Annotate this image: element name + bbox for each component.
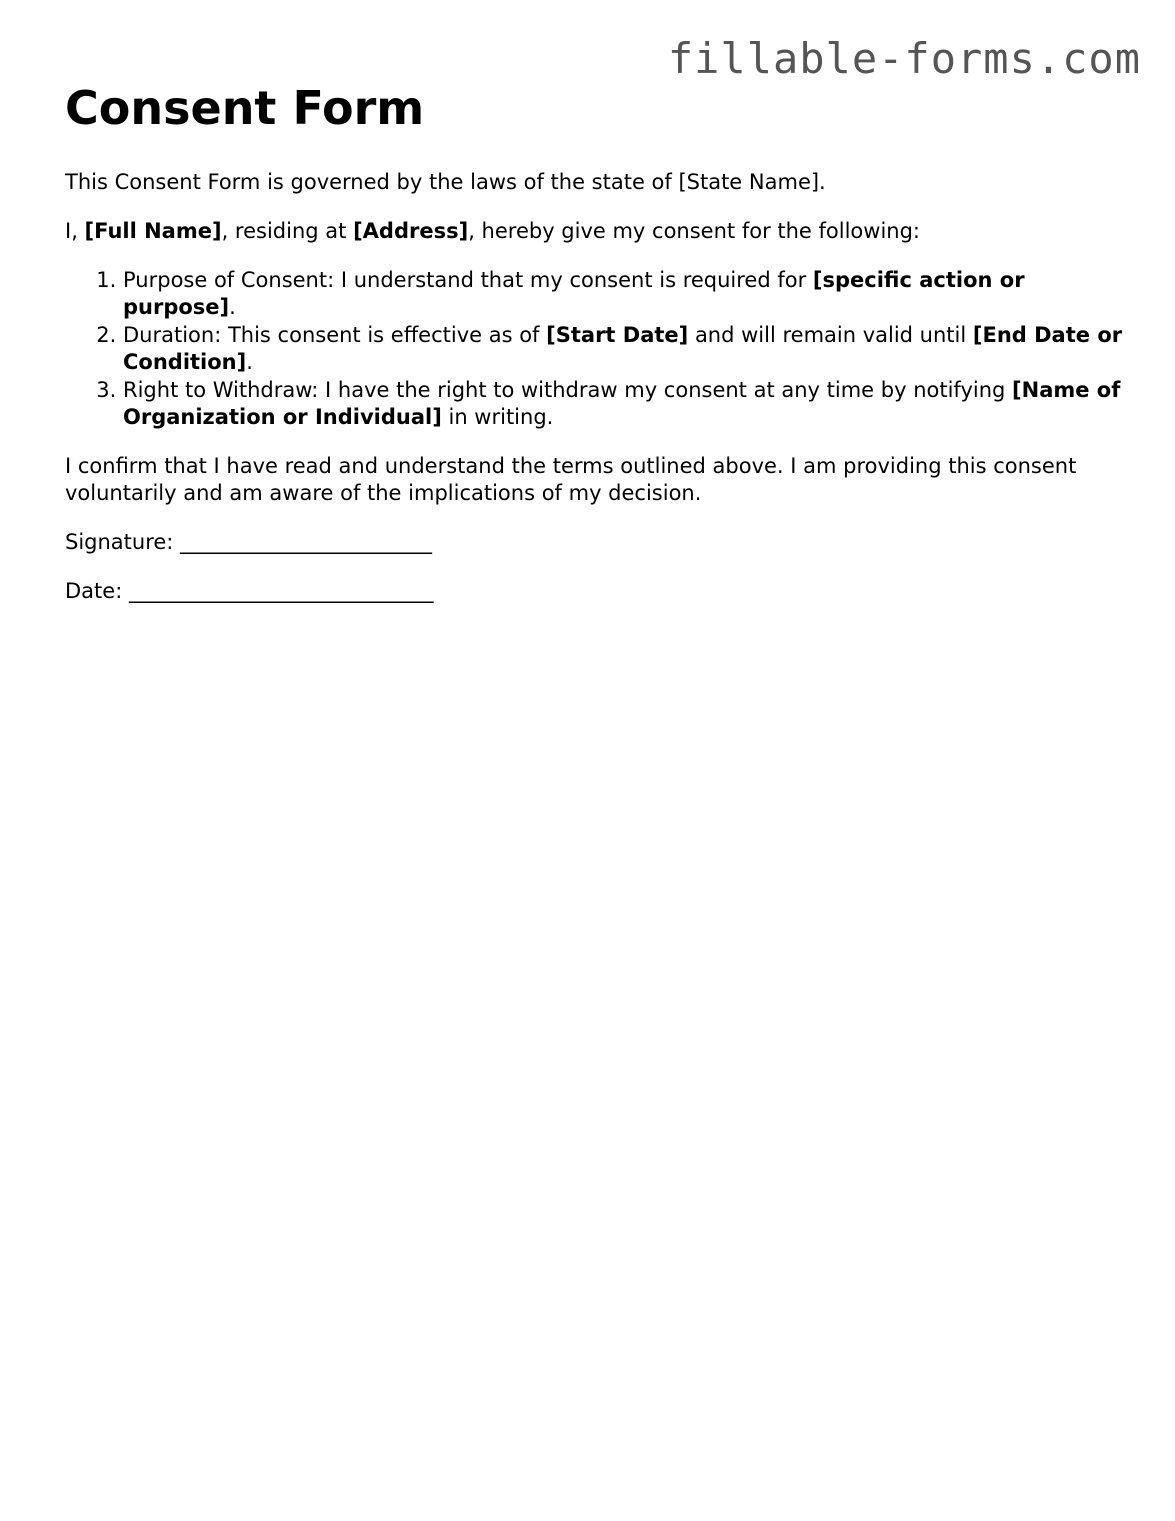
date-field[interactable]: Date: _____________________________: [65, 578, 434, 603]
duration-text: Duration: This consent is effective as of: [123, 322, 547, 347]
consent-terms-list: [65, 267, 1125, 431]
page-title: Consent Form: [65, 81, 425, 135]
list-item-withdraw: [123, 377, 1125, 431]
intro-residing: , residing at: [221, 218, 354, 243]
withdraw-text: Right to Withdraw: I have the right to withdraw my consent at any time by notifying: [123, 377, 1013, 402]
document-body: [65, 82, 1125, 627]
start-date-placeholder: [Start Date]: [546, 322, 689, 347]
organization-placeholder: [Name of Organization or Individual]: [123, 377, 1121, 429]
signature-field[interactable]: Signature: ________________________: [65, 529, 433, 554]
duration-tail: .: [246, 349, 253, 374]
end-date-placeholder: [End Date or Condition]: [123, 322, 1123, 374]
intro-prefix: I,: [65, 218, 85, 243]
list-item-purpose: [123, 267, 1125, 321]
purpose-text: Purpose of Consent: I understand that my consent is required for: [123, 267, 813, 292]
intro-suffix: , hereby give my consent for the following:: [468, 218, 920, 243]
confirmation-paragraph: I confirm that I have read and understand the terms outlined above. I am providing this consent voluntarily and am aware of the implications of my decision.: [65, 453, 1077, 505]
withdraw-tail: in writing.: [441, 404, 554, 429]
list-item-duration: [123, 322, 1125, 376]
purpose-placeholder: [specific action or purpose]: [123, 267, 1025, 319]
intro-paragraph: [65, 218, 1125, 245]
watermark: fillable-forms.com: [667, 34, 1141, 83]
governing-law-paragraph: This Consent Form is governed by the laws of the state of [State Name].: [65, 169, 826, 194]
purpose-tail: .: [229, 294, 236, 319]
full-name-placeholder: [Full Name]: [84, 218, 222, 243]
address-placeholder: [Address]: [353, 218, 469, 243]
duration-mid: and will remain valid until: [688, 322, 973, 347]
